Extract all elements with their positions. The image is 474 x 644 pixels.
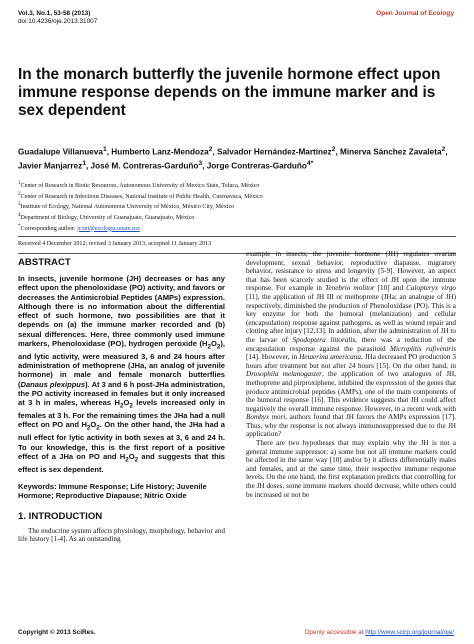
affiliation-4: $^4$Department of Biology, University of Guanajuato, Guanajuato, México (18, 211, 195, 221)
keywords: Keywords: Immune Response; Life History; Juvenile Hormone; Reproductive Diapause; Nitric Oxide (18, 481, 207, 501)
abstract-body: In insects, juvenile hormone (JH) decreases or has any effect upon the phenoloxidase (PO) activity, and favors or decreases the Antimicrobial Peptides (AMPs) expression. Although there is no information about the differential effect of such hormone, two possibilities are that it depends on (a) the immune marker recorded and (b) sexual differences. Here, three commonly used immune markers, Phenoloxidase (PO), hydrogen peroxide $(H_2O_2)$, and lytic activity, were measured 3, 6 and 24 hours after administration of methoprene (JHa, an analog of juvenile hormone) in male and female monarch butterflies (Danaus plexippus). At 3 and 6 h post-JHa administration, the PO activity increased in females but it only increased at 3 h in males, whereas $H_2O_2$ levels increased only in females at 3 h. For the remaining times the JHa had a null effect on PO and $H_2O_2$. On the other hand, the JHa had a null effect for lytic activity in both sexes at 3, 6 and 24 h. To our knowledge, this is the first report of a positive effect of a JHa on PO and $H_2O_2$ and suggests that this effect is sex dependent. (18, 274, 225, 474)
affiliation-1: $^1$Center of Research in Biotic Resources, Autonomous University of Mexico State, Toluca, México (18, 180, 260, 190)
introduction-body: The endocrine system affects physiology, morphology, behavior and life history [1-4]. As an outstanding (18, 526, 225, 544)
received-dates: Received 4 December 2012; revised 3 January 2013; accepted 11 January 2013 (18, 241, 212, 247)
copyright: Copyright © 2013 SciRes. (18, 629, 96, 636)
affiliations (18, 180, 458, 233)
left-column (18, 257, 225, 544)
affiliation-3: $^3$Institute of Ecology, National Autonomous University of México, México City, México (18, 201, 235, 211)
affiliation-2: $^2$Center of Research in Infectious Diseases, National Institute of Public Health, Cuernavaca, México (18, 190, 263, 200)
correspondence: *Corresponding author: jcont@ecologia.unam.mx (18, 222, 140, 232)
volume-info: Vol.3, No.1, 53-58 (2013) (18, 10, 91, 17)
access-text: Openly accessible at (304, 629, 364, 636)
footer-access (304, 629, 454, 636)
introduction-heading: 1. INTRODUCTION (18, 510, 103, 522)
journal-name: Open Journal of Ecology (375, 10, 454, 17)
doi: doi:10.4236/oje.2013.31007 (18, 18, 98, 25)
abstract-heading: ABSTRACT (18, 257, 71, 268)
journal-citation (18, 10, 97, 26)
corresponding-email-link[interactable]: jcont@ecologia.unam.mx (77, 225, 140, 232)
right-column-text: example in insects, the juvenile hormone (JH) regulates ovarian development, sexual behavior, reproductive diapause, migratory behavior, resistance to stress and longevity [5-9]. However, an aspect that has been scarcely studied is the effect of JH upon the immune response. For example in Tenebrio molitor [10] and Calopteryx virgo [11], the application of JH III or methoprene (JHa; an analogue of JH) respectively, diminished the production of Phenoloxidase (PO). This is a key enzyme for both the humoral (melanization) and cellular (encapsulation) response against pathogens, as well as wound repair and clotting after injury [12,13]. In addition, after the administration of JH to the larvae of Spodoptera littoralis, there was a reduction of the encapsulation response against the parasitoid Microplitis rufiventris [14]. However, in Hetaerina americana, JHa decreased PO production 3 hours after treatment but not after 24 hours [15]. On the other hand, in Drosophila melanogaster, the application of two analogues of JH, methoprene and pirproxiphene, inhibited the expression of the genes that produce antimicrobial peptides (AMPs), one of the main components of the humoral response [16]. This evidence suggests that JH could affect negatively the overall immune response. However, in a recent work with Bombyx mori, authors found that JH favors the AMPs expression [17]. Thus, why the response is not always immunosuppressed due to the JH application? There are two hypotheses that may explain why the JH is not a general immune suppressor: a) some but not all immune markers could be affected in the same way [10] and/or b) it affects differentially males and females, and at the same time, their respective immune response levels. On the one hand, the first explanation predicts that controlling for the JH doses, some immune markers should decrease, while others could be increased or not be (246, 250, 457, 499)
journal-url-link[interactable]: http://www.scirp.org/journal/oje/ (365, 629, 454, 636)
paper-title: In the monarch butterfly the juvenile hormone effect upon immune response depends on the immune marker and is sex dependent (18, 66, 441, 119)
author-list: Guadalupe Villanueva$^1$, Humberto Lanz-Mendoza$^2$, Salvador Hernández-Martínez$^2$, Minerva Sánchez Zavaleta$^2$, Javier Manjarrez$^1$, José M. Contreras-Garduño$^3$, Jorge Contreras-Garduño$^{4*}$ (18, 146, 448, 171)
divider-top (18, 236, 456, 237)
